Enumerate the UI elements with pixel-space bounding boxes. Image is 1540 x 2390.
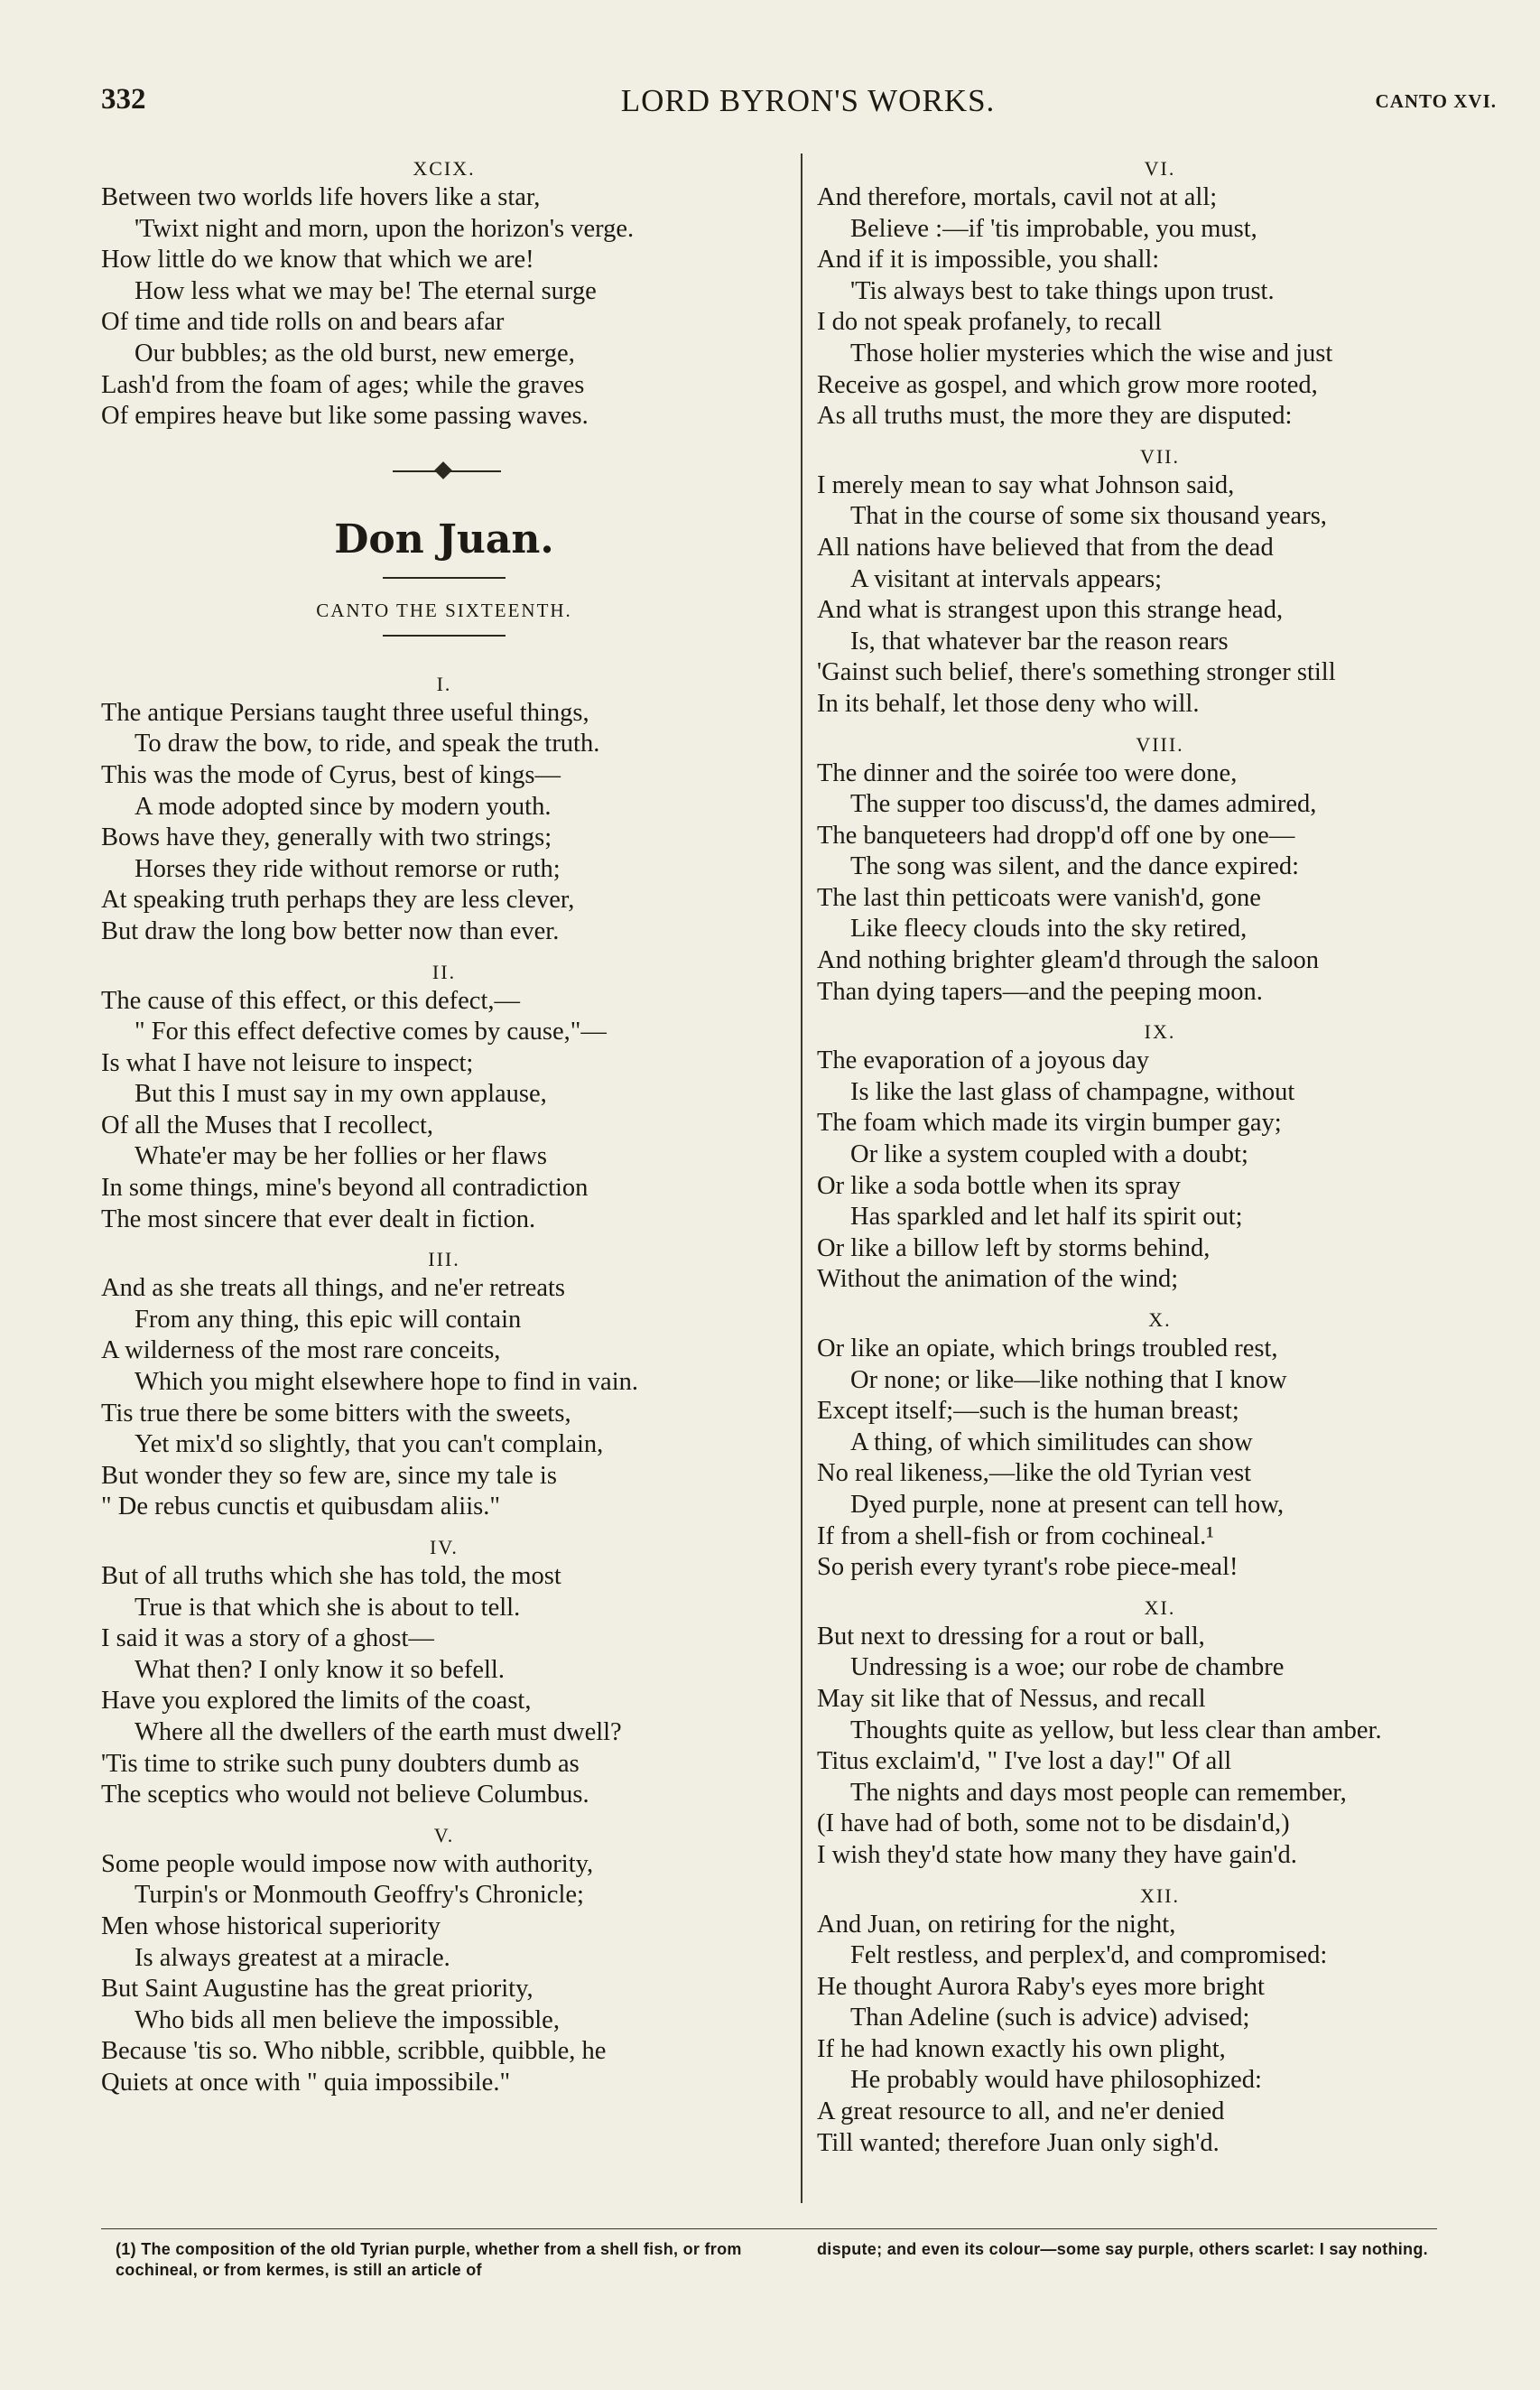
- verse-line: Quiets at once with " quia impossibile.": [101, 2068, 511, 2097]
- verse-line: Or like a system coupled with a doubt;: [850, 1140, 1248, 1169]
- verse-line: But of all truths which she has told, the most: [101, 1562, 561, 1590]
- verse-line: Who bids all men believe the impossible,: [135, 2005, 560, 2034]
- verse-line: In its behalf, let those deny who will.: [817, 689, 1200, 718]
- verse-line: And therefore, mortals, cavil not at all;: [817, 183, 1218, 211]
- verse-line: The song was silent, and the dance expired:: [850, 852, 1300, 881]
- verse-line: Bows have they, generally with two strings;: [101, 823, 552, 852]
- verse-line: Of empires heave but like some passing waves.: [101, 402, 589, 431]
- verse-line: Which you might elsewhere hope to find in vain.: [135, 1368, 638, 1397]
- verse-line: How little do we know that which we are!: [101, 246, 534, 274]
- verse-line: He thought Aurora Raby's eyes more bright: [817, 1972, 1265, 2001]
- stanza-xcix: [101, 155, 787, 432]
- verse-line: Thoughts quite as yellow, but less clear than amber.: [850, 1716, 1382, 1744]
- column-divider: [801, 153, 802, 2203]
- stanza-number: VIII.: [1136, 732, 1184, 756]
- stanza-number: XII.: [1139, 1883, 1181, 1907]
- verse-line: 'Twixt night and morn, upon the horizon's verge.: [135, 214, 635, 243]
- verse-line: And what is strangest upon this strange head,: [817, 596, 1284, 625]
- verse-line: Or like a billow left by storms behind,: [817, 1233, 1211, 1262]
- verse-line: And as she treats all things, and ne'er retreats: [101, 1274, 566, 1303]
- verse-line: Our bubbles; as the old burst, new emerge,: [135, 339, 575, 367]
- verse-line: The last thin petticoats were vanish'd, gone: [817, 883, 1261, 912]
- verse-line: Titus exclaim'd, " I've lost a day!" Of all: [817, 1747, 1232, 1776]
- stanza-xii: [817, 1883, 1503, 2160]
- page-header: [0, 83, 1540, 128]
- verse-line: No real likeness,—like the old Tyrian vest: [817, 1459, 1252, 1488]
- verse-line: A thing, of which similitudes can show: [850, 1427, 1253, 1456]
- stanza-xi: [817, 1595, 1503, 1872]
- stanza-viii: [817, 731, 1503, 1009]
- title-rule: [383, 577, 506, 579]
- verse-line: Is, that whatever bar the reason rears: [850, 627, 1229, 656]
- verse-line: True is that which she is about to tell.: [135, 1593, 521, 1622]
- verse-line: From any thing, this epic will contain: [135, 1305, 522, 1334]
- stanza-x: [817, 1307, 1503, 1584]
- verse-line: And nothing brighter gleam'd through the saloon: [817, 946, 1320, 975]
- verse-line: Have you explored the limits of the coast,: [101, 1687, 532, 1716]
- verse-line: The banqueteers had dropp'd off one by one—: [817, 821, 1295, 850]
- stanza-v: [101, 1822, 787, 2099]
- verse-line: Because 'tis so. Who nibble, scribble, quibble, he: [101, 2037, 607, 2066]
- canto-heading: CANTO THE SIXTEENTH.: [316, 599, 572, 621]
- verse-line: But draw the long bow better now than ever.: [101, 916, 560, 945]
- verse-line: Than dying tapers—and the peeping moon.: [817, 977, 1263, 1006]
- stanza-number: X.: [1148, 1308, 1172, 1331]
- verse-line: The cause of this effect, or this defect,—: [101, 986, 521, 1015]
- verse-line: Without the animation of the wind;: [817, 1265, 1179, 1294]
- stanza-ii: [101, 959, 787, 1236]
- verse-line: If from a shell-fish or from cochineal.¹: [817, 1521, 1214, 1550]
- verse-line: 'Tis time to strike such puny doubters dumb as: [101, 1749, 580, 1778]
- verse-line: " De rebus cunctis et quibusdam aliis.": [101, 1493, 500, 1521]
- verse-line: He probably would have philosophized:: [850, 2066, 1262, 2095]
- verse-line: Receive as gospel, and which grow more rooted,: [817, 370, 1318, 399]
- verse-line: As all truths must, the more they are disputed:: [817, 402, 1293, 431]
- stanza-number: VII.: [1139, 444, 1181, 468]
- stanza-number: V.: [433, 1823, 455, 1846]
- verse-line: A mode adopted since by modern youth.: [135, 792, 552, 821]
- verse-line: Than Adeline (such is advice) advised;: [850, 2004, 1250, 2032]
- verse-line: The dinner and the soirée too were done,: [817, 758, 1238, 787]
- verse-line: Is like the last glass of champagne, without: [850, 1077, 1295, 1106]
- verse-line: But wonder they so few are, since my tale is: [101, 1461, 557, 1490]
- page-number: 332: [101, 83, 146, 116]
- verse-line: Those holier mysteries which the wise and just: [850, 339, 1333, 367]
- running-title: LORD BYRON'S WORKS.: [620, 83, 996, 118]
- verse-line: The antique Persians taught three useful things,: [101, 698, 589, 727]
- stanza-number: II.: [431, 960, 457, 983]
- poem-title: Don Juan.: [334, 516, 554, 563]
- verse-line: May sit like that of Nessus, and recall: [817, 1684, 1206, 1713]
- verse-line: Undressing is a woe; our robe de chambre: [850, 1653, 1285, 1682]
- verse-line: A visitant at intervals appears;: [850, 564, 1163, 593]
- verse-line: What then? I only know it so befell.: [135, 1655, 505, 1684]
- verse-line: If he had known exactly his own plight,: [817, 2034, 1226, 2063]
- verse-line: Or none; or like—like nothing that I know: [850, 1365, 1287, 1394]
- verse-line: Turpin's or Monmouth Geoffry's Chronicle;: [135, 1881, 584, 1910]
- verse-line: Or like a soda bottle when its spray: [817, 1171, 1181, 1200]
- verse-line: Men whose historical superiority: [101, 1911, 441, 1940]
- diamond-icon: [434, 461, 452, 479]
- verse-line: Where all the dwellers of the earth must dwell?: [135, 1717, 622, 1746]
- verse-line: This was the mode of Cyrus, best of kings—: [101, 760, 561, 789]
- verse-line: All nations have believed that from the dead: [817, 533, 1274, 562]
- verse-line: The most sincere that ever dealt in fiction.: [101, 1204, 536, 1233]
- verse-line: That in the course of some six thousand years,: [850, 502, 1327, 531]
- verse-line: But next to dressing for a rout or ball,: [817, 1622, 1205, 1651]
- verse-line: In some things, mine's beyond all contradiction: [101, 1174, 589, 1203]
- verse-line: The supper too discuss'd, the dames admired,: [850, 790, 1317, 819]
- section-ornament: [101, 454, 787, 490]
- stanza-number: IX.: [1144, 1020, 1176, 1044]
- verse-line: The sceptics who would not believe Columbus.: [101, 1781, 589, 1809]
- verse-line: (I have had of both, some not to be disdain'd,): [817, 1809, 1290, 1838]
- verse-line: 'Gainst such belief, there's something stronger still: [817, 658, 1336, 687]
- stanza-number: XCIX.: [413, 157, 476, 180]
- verse-line: I wish they'd state how many they have gain'd.: [817, 1840, 1297, 1869]
- verse-line: Tis true there be some bitters with the sweets,: [101, 1399, 571, 1427]
- stanza-number: IV.: [430, 1536, 459, 1558]
- verse-line: 'Tis always best to take things upon trust.: [850, 276, 1275, 305]
- verse-line: So perish every tyrant's robe piece-meal!: [817, 1553, 1238, 1582]
- verse-line: Believe :—if 'tis improbable, you must,: [850, 214, 1257, 243]
- stanza-vi: [817, 155, 1503, 432]
- verse-line: Is what I have not leisure to inspect;: [101, 1048, 474, 1077]
- verse-line: Whate'er may be her follies or her flaws: [135, 1142, 547, 1171]
- stanza-i: [101, 671, 787, 948]
- verse-line: How less what we may be! The eternal surge: [135, 276, 597, 305]
- verse-line: But Saint Augustine has the great priority,: [101, 1975, 533, 2004]
- verse-line: To draw the bow, to ride, and speak the truth.: [135, 730, 600, 758]
- verse-line: A wilderness of the most rare conceits,: [101, 1336, 501, 1365]
- stanza-vii: [817, 443, 1503, 721]
- verse-line: Between two worlds life hovers like a star,: [101, 183, 541, 211]
- verse-line: The nights and days most people can remember,: [850, 1778, 1347, 1807]
- stanza-number: III.: [428, 1248, 460, 1271]
- verse-line: Some people would impose now with authority,: [101, 1849, 594, 1878]
- verse-line: Till wanted; therefore Juan only sigh'd.: [817, 2128, 1220, 2157]
- verse-line: Horses they ride without remorse or ruth;: [135, 854, 561, 883]
- stanza-ix: [817, 1018, 1503, 1296]
- verse-line: Except itself;—such is the human breast;: [817, 1397, 1239, 1426]
- verse-line: Has sparkled and let half its spirit out;: [850, 1203, 1243, 1232]
- verse-line: And Juan, on retiring for the night,: [817, 1910, 1176, 1939]
- verse-line: Like fleecy clouds into the sky retired,: [850, 915, 1248, 944]
- verse-line: Of all the Muses that I recollect,: [101, 1111, 433, 1139]
- stanza-number: XI.: [1144, 1595, 1176, 1619]
- verse-line: I said it was a story of a ghost—: [101, 1624, 434, 1653]
- verse-line: Dyed purple, none at present can tell how,: [850, 1490, 1285, 1519]
- stanza-iii: [101, 1246, 787, 1523]
- verse-line: Felt restless, and perplex'd, and compromised:: [850, 1941, 1328, 1970]
- canto-rule: [383, 635, 506, 637]
- verse-line: Lash'd from the foam of ages; while the graves: [101, 370, 585, 399]
- left-column: [101, 155, 787, 2099]
- canto-reference: CANTO XVI.: [1375, 90, 1497, 112]
- right-column: [817, 155, 1503, 2159]
- footnote-left: (1) The composition of the old Tyrian purple, whether from a shell fish, or from cochineal, or from kermes, is still an article of: [116, 2240, 742, 2279]
- verse-line: I do not speak profanely, to recall: [817, 308, 1162, 337]
- stanza-number: VI.: [1144, 157, 1176, 180]
- stanza-number: I.: [436, 672, 452, 695]
- verse-line: But this I must say in my own applause,: [135, 1080, 547, 1109]
- stanza-iv: [101, 1534, 787, 1811]
- verse-line: The evaporation of a joyous day: [817, 1046, 1150, 1075]
- verse-line: At speaking truth perhaps they are less clever,: [101, 886, 575, 915]
- footnote-rule: [101, 2228, 1437, 2229]
- footnote-right: dispute; and even its colour—some say purple, others scarlet: I say nothing.: [817, 2240, 1428, 2258]
- verse-line: The foam which made its virgin bumper gay;: [817, 1109, 1282, 1138]
- verse-line: " For this effect defective comes by cause,"—: [135, 1018, 607, 1046]
- verse-line: I merely mean to say what Johnson said,: [817, 470, 1235, 499]
- verse-line: Is always greatest at a miracle.: [135, 1943, 450, 1972]
- verse-line: Of time and tide rolls on and bears afar: [101, 308, 505, 337]
- verse-line: Yet mix'd so slightly, that you can't complain,: [135, 1430, 604, 1459]
- verse-line: Or like an opiate, which brings troubled rest,: [817, 1334, 1278, 1362]
- verse-line: And if it is impossible, you shall:: [817, 246, 1160, 274]
- verse-line: A great resource to all, and ne'er denied: [817, 2097, 1225, 2126]
